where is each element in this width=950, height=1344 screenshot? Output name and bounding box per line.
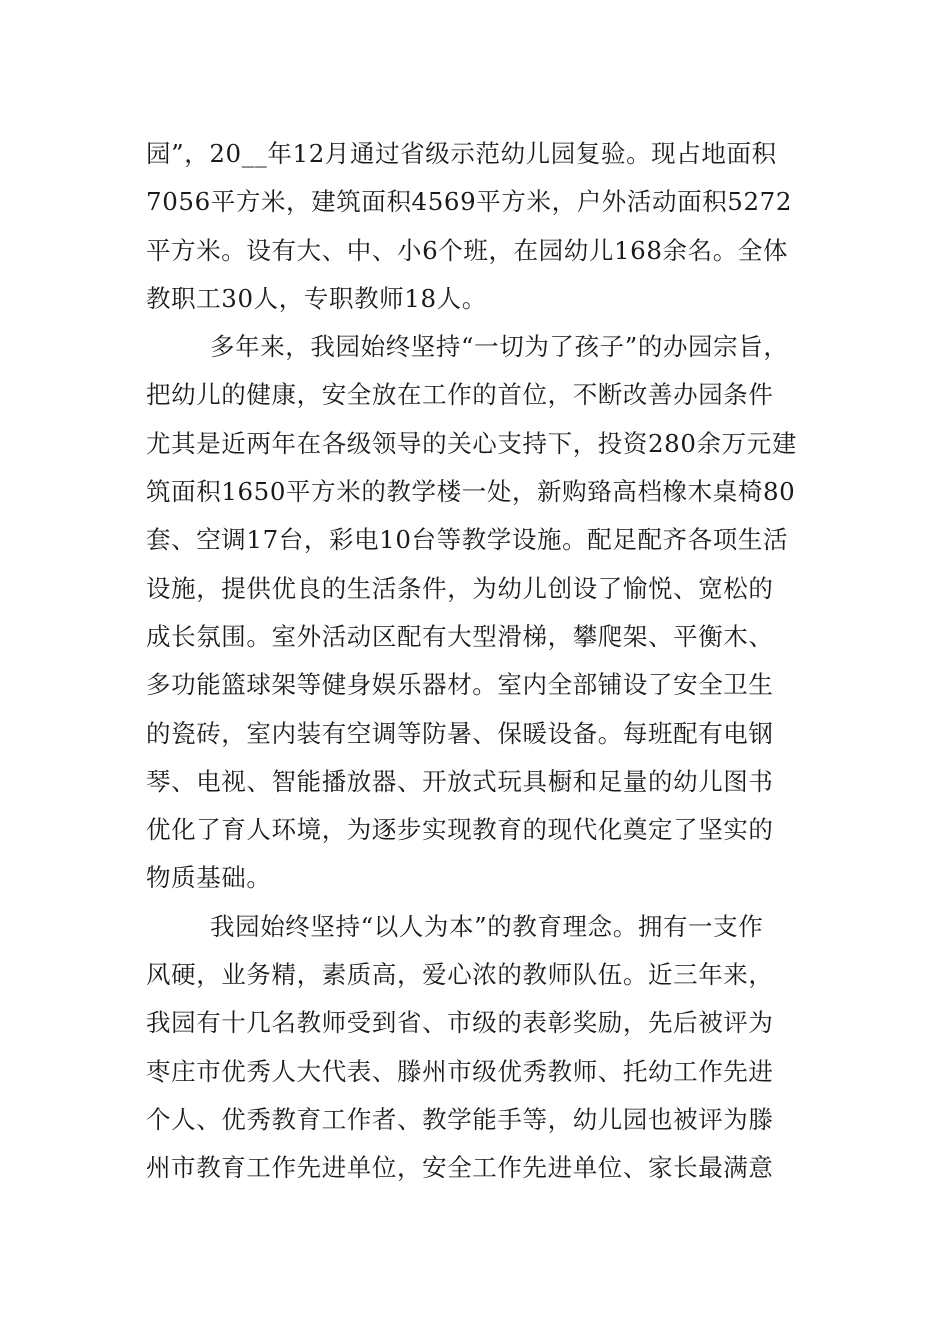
text-line: 个人、优秀教育工作者、教学能手等，幼儿园也被评为滕 [146,1104,774,1134]
text-line: 教职工30人，专职教师18人。 [146,283,487,313]
text-line: 风硬，业务精，素质高，爱心浓的教师队伍。近三年来， [146,960,774,990]
text-line: 物质基础。 [146,863,272,893]
body-text [146,130,811,1193]
text-line: 成长氛围。室外活动区配有大型滑梯，攀爬架、平衡木、 [146,621,774,651]
text-line: 枣庄市优秀人大代表、滕州市级优秀教师、托幼工作先进 [146,1056,774,1086]
text-line: 7056平方米，建筑面积4569平方米，户外活动面积5272 [146,187,793,217]
text-line: 套、空调17台，彩电10台等教学设施。配足配齐各项生活 [146,525,789,555]
text-line: 尤其是近两年在各级领导的关心支持下，投资280余万元建 [146,428,797,458]
paragraph-first-line: 多年来，我园始终坚持“一切为了孩子”的办园宗旨， [210,332,789,362]
text-line: 园”，20__年12月通过省级示范幼儿园复验。现占地面积 [146,139,777,168]
text-line: 琴、电视、智能播放器、开放式玩具橱和足量的幼儿图书 [146,766,774,796]
text-line: 设施，提供优良的生活条件，为幼儿创设了愉悦、宽松的 [146,573,774,603]
text-line: 优化了育人环境，为逐步实现教育的现代化奠定了坚实的 [146,815,774,845]
text-line: 平方米。设有大、中、小6个班，在园幼儿168余名。全体 [146,235,789,265]
text-line: 州市教育工作先进单位，安全工作先进单位、家长最满意 [146,1153,774,1183]
text-line: 多功能篮球架等健身娱乐器材。室内全部铺设了安全卫生 [146,670,774,700]
paragraph-first-line: 我园始终坚持“以人为本”的教育理念。拥有一支作 [210,911,764,941]
text-line: 我园有十几名教师受到省、市级的表彰奖励，先后被评为 [146,1008,774,1038]
text-line: 筑面积1650平方米的教学楼一处，新购臵高档橡木桌椅80 [146,477,796,507]
text-line: 把幼儿的健康，安全放在工作的首位，不断改善办园条件 [146,380,774,410]
text-line: 的瓷砖，室内装有空调等防暑、保暖设备。每班配有电钢 [146,718,774,748]
